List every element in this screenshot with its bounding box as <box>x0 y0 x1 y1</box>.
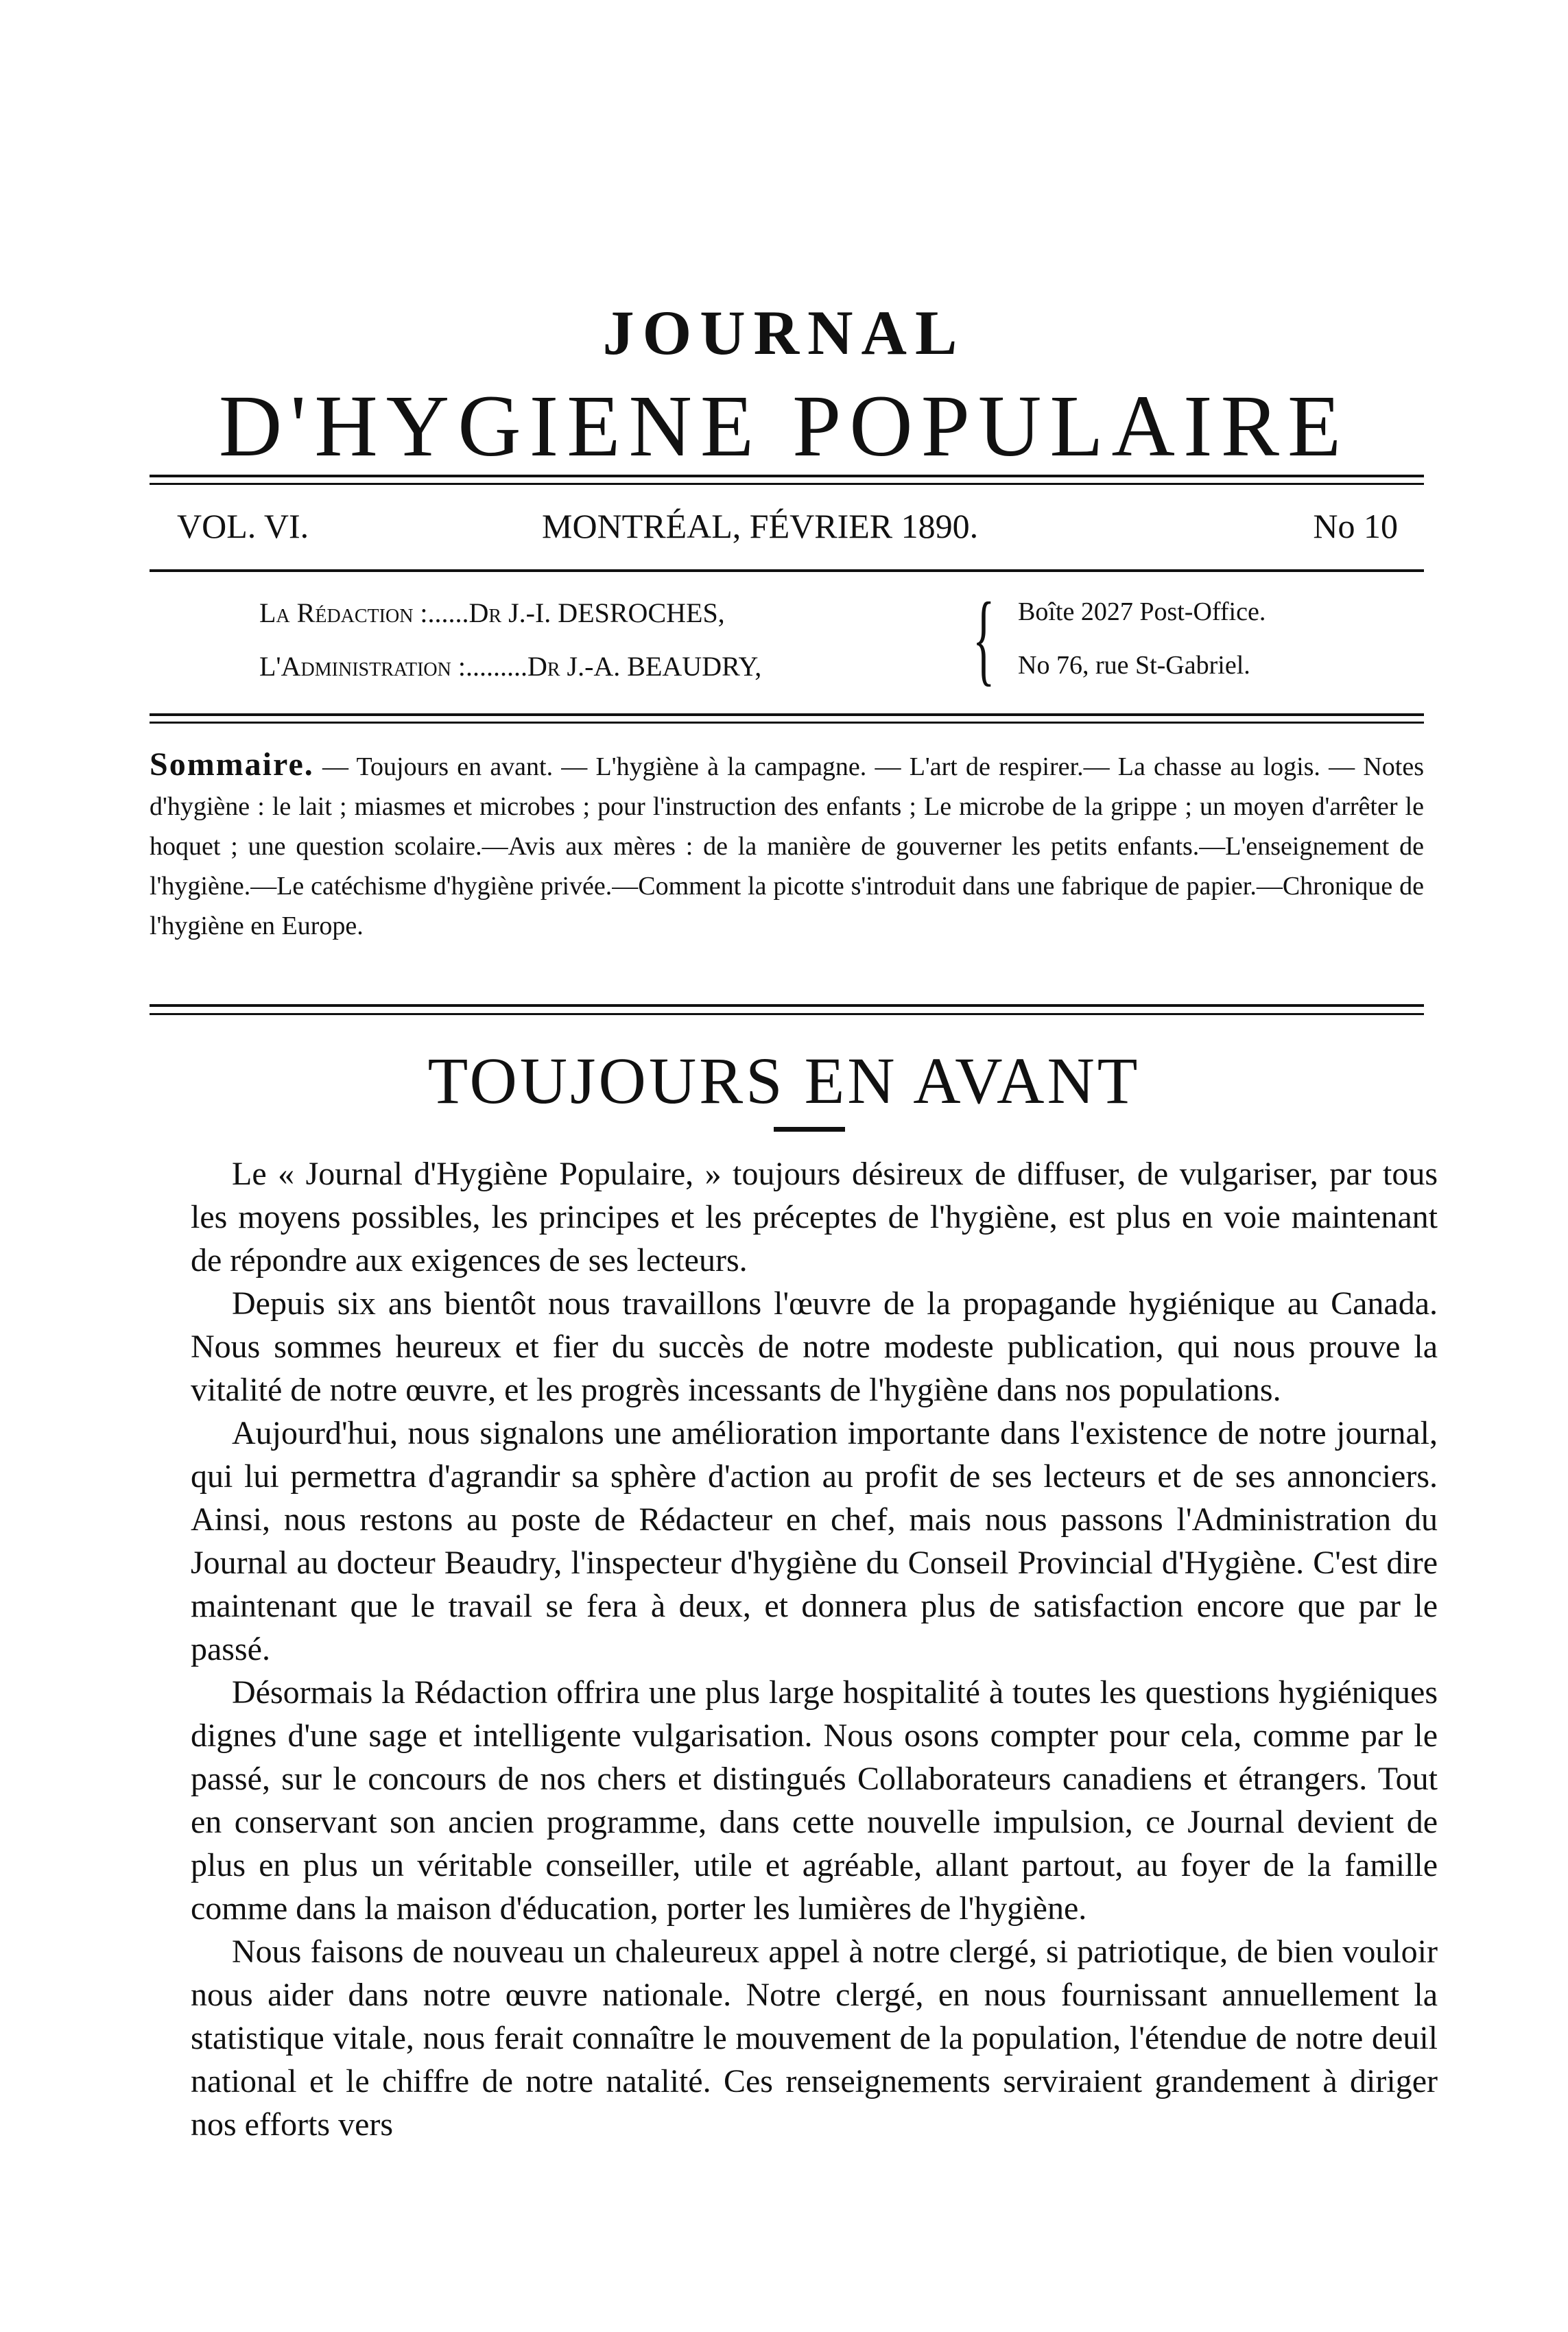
sommaire-text: — Toujours en avant. — L'hygiène à la campagne. — L'art de respirer.— La chasse au logis. — Notes d'hygiène : le lait ; miasmes et microbes ; pour l'instruction des enfants ; Le microbe de la grippe ; un moyen d'arrêter le hoquet ; une question scolaire.—Avis aux mères : de la manière de gouverner les petits enfants.—L'enseignement de l'hygiène.—Le catéchisme d'hygiène privée.—Comment la picotte s'introduit dans une fabrique de papier.—Chronique de l'hygiène en Europe. <box>150 752 1424 940</box>
issue-number-label: No 10 <box>1313 507 1398 545</box>
article-title: TOUJOURS EN AVANT <box>427 1044 1141 1117</box>
address-line-2: No 76, rue St-Gabriel. <box>1018 651 1250 680</box>
article-paragraph: Nous faisons de nouveau un chaleureux appel à notre clergé, si patriotique, de bien vouloir nous aider dans notre œuvre nationale. Notre clergé, en nous fournissant annuellement la statistique vitale, nous ferait connaître le mouvement de la population, l'étendue de notre deuil national et le chiffre de notre natalité. Ces renseignements serviraient grandement à diriger nos efforts vers <box>191 1934 1438 2143</box>
sommaire-double-rule <box>150 1004 1424 1015</box>
article-paragraph: Depuis six ans bientôt nous travaillons l'œuvre de la propagande hygiénique au Canada. Nous sommes heureux et fier du succès de notre modeste publication, qui nous prouve la vitalité de notre œuvre, et les progrès incessants de l'hygiène dans nos populations. <box>191 1285 1438 1408</box>
masthead-title-line2: D'HYGIENE POPULAIRE <box>218 377 1350 475</box>
redaction-line: La Rédaction :......Dr J.-I. DESROCHES, <box>259 597 725 628</box>
volume-label: VOL. VI. <box>177 507 309 545</box>
sommaire-heading: Sommaire. <box>150 746 314 783</box>
place-date-label: MONTRÉAL, FÉVRIER 1890. <box>542 507 979 545</box>
issue-rule <box>150 569 1424 572</box>
article-paragraph: Aujourd'hui, nous signalons une amélioration importante dans l'existence de notre journal, qui lui permettra d'agrandir sa sphère d'action au profit de ses lecteurs et de ses annonciers. Ainsi, nous restons au poste de Rédacteur en chef, mais nous passons l'Administration du Journal au docteur Beaudry, l'inspecteur d'hygiène du Conseil Provincial d'Hygiène. C'est dire maintenant que le travail se fera à deux, et donnera plus de satisfaction encore que par le passé. <box>191 1415 1438 1667</box>
issue-info-row <box>177 506 1398 547</box>
article-paragraph: Désormais la Rédaction offrira une plus large hospitalité à toutes les questions hygiéniques dignes d'une sage et intelligente vulgarisation. Nous osons compter pour cela, comme par le passé, sur le concours de nos chers et distingués Collaborateurs canadiens et étrangers. Tout en conservant son ancien programme, dans cette nouvelle impulsion, ce Journal devient de plus en plus un véritable conseiller, utile et agréable, allant partout, au foyer de la famille comme dans la maison d'éducation, porter les lumières de l'hygiène. <box>191 1674 1438 1927</box>
masthead-double-rule <box>150 475 1424 485</box>
administration-line: L'Administration :.........Dr J.-A. BEAUDRY, <box>259 651 762 682</box>
address-line-1: Boîte 2027 Post-Office. <box>1018 597 1266 626</box>
brace-glyph: { <box>973 582 995 695</box>
staff-double-rule <box>150 713 1424 724</box>
table-of-contents <box>150 745 1424 946</box>
title-underline <box>774 1127 845 1132</box>
article-paragraph: Le « Journal d'Hygiène Populaire, » toujours désireux de diffuser, de vulgariser, par tous les moyens possibles, les principes et les préceptes de l'hygiène, est plus en voie maintenant de répondre aux exigences de ses lecteurs. <box>191 1156 1438 1278</box>
article-body <box>191 1152 1438 2146</box>
masthead-title-line1: JOURNAL <box>602 298 966 368</box>
